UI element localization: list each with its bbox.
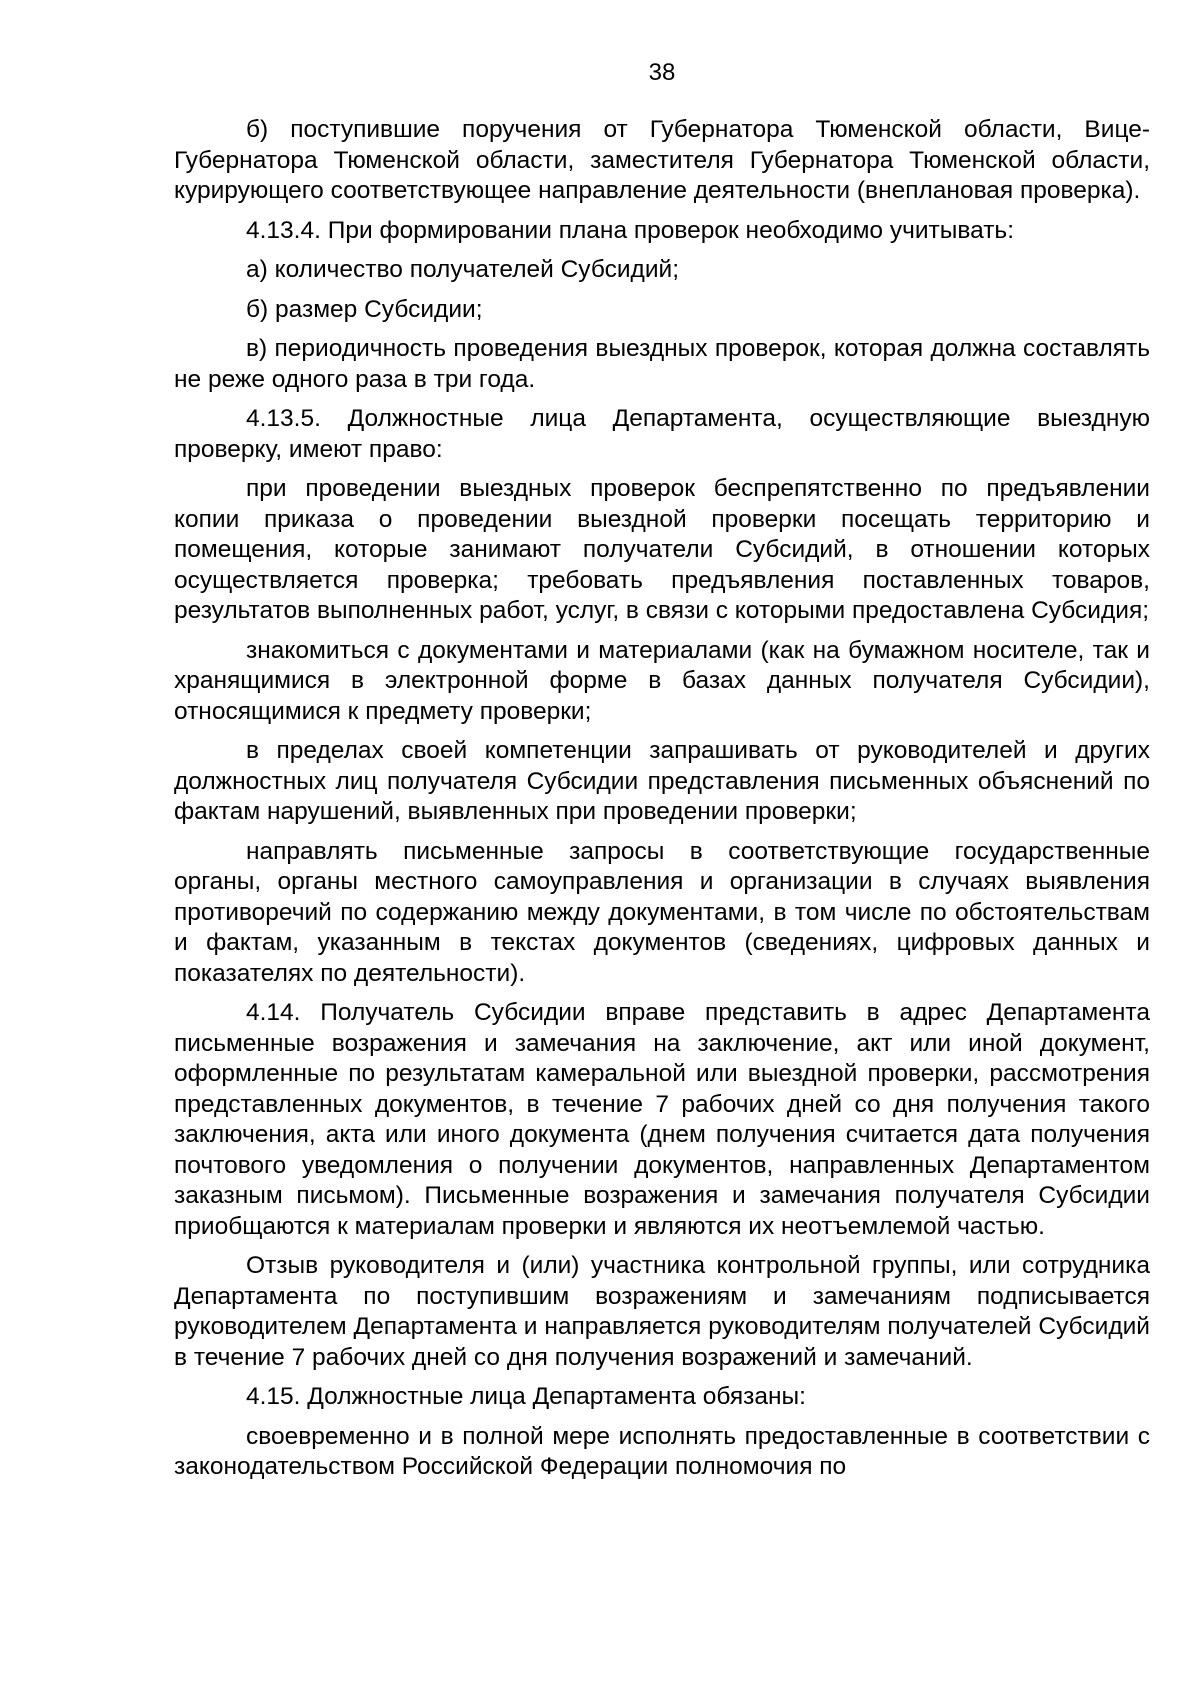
paragraph-item-b-subsidy-amount: б) размер Субсидии; [246, 295, 483, 323]
page-number: 38 [648, 59, 676, 86]
paragraph-right-request-explanations: в пределах своей компетенции запрашивать от руководителей и других должностных лиц получателя Субсидии представления письменных объяснений по фактам нарушений, выявленных при проведении проверки; [174, 737, 1150, 825]
paragraph-unscheduled-inspection-basis: б) поступившие поручения от Губернатора Тюменской области, Вице-Губернатора Тюменской области, заместителя Губернатора Тюменской области, курирующего соответствующее направление деятельности (внеплановая проверка). [174, 116, 1150, 204]
paragraph-right-send-requests: направлять письменные запросы в соответствующие государственные органы, органы местного самоуправления и организации в случаях выявления противоречий по содержанию между документами, в том числе по обстоятельствам и фактам, указанным в текстах документов (сведениях, цифровых данных и показателях по деятельности). [174, 837, 1150, 987]
paragraph-4-13-5: 4.13.5. Должностные лица Департамента, осуществляющие выездную проверку, имеют право: [174, 405, 1150, 463]
paragraph-right-visit-premises: при проведении выездных проверок беспрепятственно по предъявлении копии приказа о проведении выездной проверки посещать территорию и помещения, которые занимают получатели Субсидий, в отношении которых осуществляется проверка; требовать предъявления поставленных товаров, результатов выполненных работ, услуг, в связи с которыми предоставлена Субсидия; [174, 475, 1150, 624]
paragraph-4-13-4: 4.13.4. При формировании плана проверок необходимо учитывать: [246, 216, 1015, 244]
paragraph-item-v-inspection-frequency: в) периодичность проведения выездных проверок, которая должна составлять не реже одного раза в три года. [174, 335, 1150, 393]
paragraph-right-review-documents: знакомиться с документами и материалами (как на бумажном носителе, так и хранящимися в электронной форме в базах данных получателя Субсидии), относящимися к предмету проверки; [174, 636, 1150, 725]
paragraph-item-a-recipients-count: а) количество получателей Субсидий; [246, 256, 679, 283]
document-body [174, 115, 1150, 1492]
paragraph-response-to-objections: Отзыв руководителя и (или) участника контрольной группы, или сотрудника Департамента по поступившим возражениям и замечаниям подписывается руководителем Департамента и направляется руководителям получателей Субсидий в течение 7 рабочих дней со дня получения возражений и замечаний. [174, 1252, 1150, 1371]
paragraph-4-15: 4.15. Должностные лица Департамента обязаны: [246, 1383, 806, 1410]
paragraph-4-14: 4.14. Получатель Субсидии вправе представить в адрес Департамента письменные возражения и замечания на заключение, акт или иной документ, оформленные по результатам камеральной или выездной проверки, рассмотрения представленных документов, в течение 7 рабочих дней со дня получения такого заключения, акта или иного документа (днем получения считается дата получения почтового уведомления о получении документов, направленных Департаментом заказным письмом). Письменные возражения и замечания получателя Субсидии приобщаются к материалам проверки и являются их неотъемлемой частью. [174, 999, 1150, 1240]
paragraph-duty-exercise-powers: своевременно и в полной мере исполнять предоставленные в соответствии с законодательством Российской Федерации полномочия по [174, 1422, 1150, 1480]
